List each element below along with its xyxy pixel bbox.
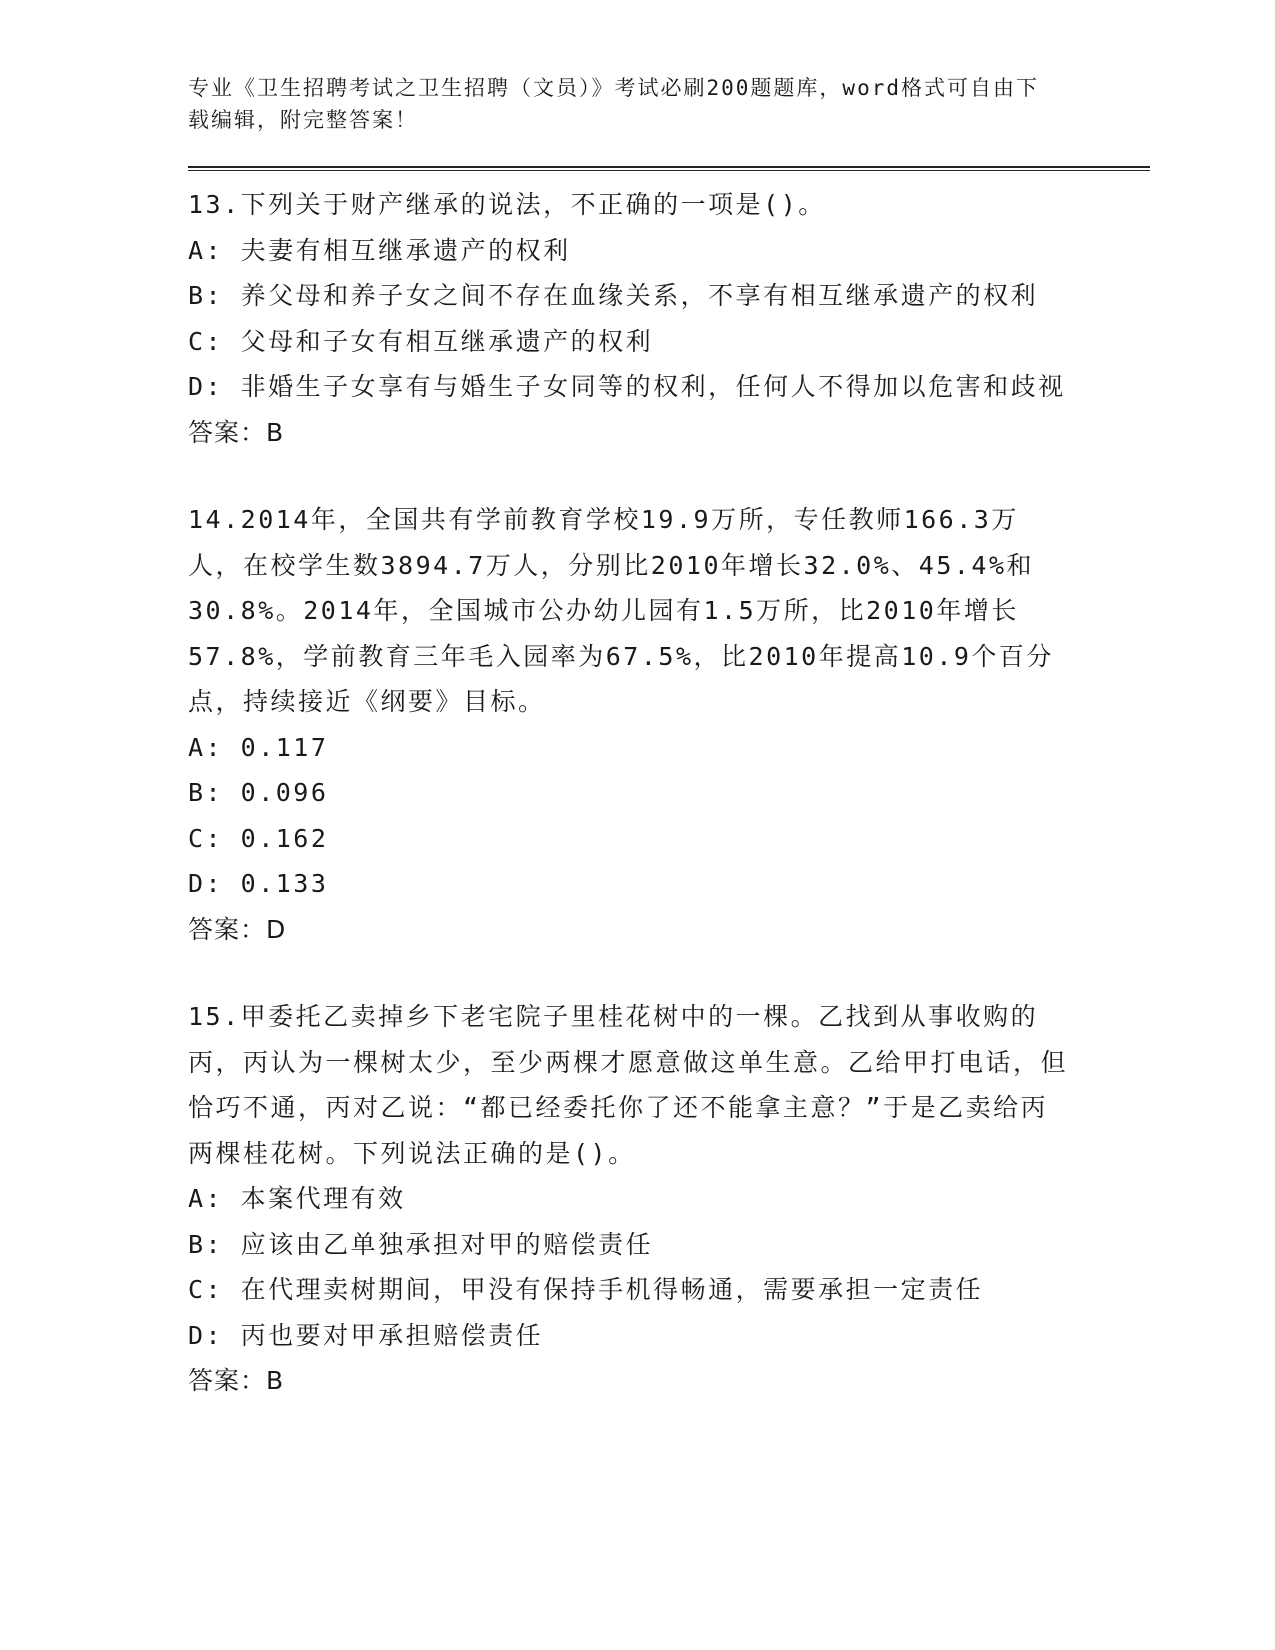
option-a: A: 夫妻有相互继承遗产的权利 xyxy=(188,235,571,265)
question-stem: 13.下列关于财产继承的说法，不正确的一项是()。 xyxy=(188,190,826,219)
answer: 答案：B xyxy=(188,417,285,447)
question-stem: 15.甲委托乙卖掉乡下老宅院子里桂花树中的一棵。乙找到从事收购的丙，丙认为一棵树太少，至少两棵才愿意做这单生意。乙给甲打电话，但恰巧不通，丙对乙说：“都已经委托你了还不能拿主意？”于是乙卖给丙两棵桂花树。下列说法正确的是()。 xyxy=(188,1002,1069,1168)
option-b: B: 养父母和养子女之间不存在血缘关系，不享有相互继承遗产的权利 xyxy=(188,281,1039,310)
option-c: C: 父母和子女有相互继承遗产的权利 xyxy=(188,326,654,356)
option-c: C: 在代理卖树期间，甲没有保持手机得畅通，需要承担一定责任 xyxy=(188,1275,984,1304)
question-15 xyxy=(188,994,1148,1404)
question-14 xyxy=(188,497,1148,952)
option-a: A: 本案代理有效 xyxy=(188,1184,406,1213)
option-b: B: 0.096 xyxy=(188,778,329,807)
question-13 xyxy=(188,182,1148,455)
document-page xyxy=(188,72,1148,1404)
option-d: D: 非婚生子女享有与婚生子女同等的权利，任何人不得加以危害和歧视 xyxy=(188,372,1066,401)
question-stem: 14.2014年，全国共有学前教育学校19.9万所，专任教师166.3万人，在校学生数3894.7万人，分别比2010年增长32.0%、45.4%和30.8%。2014年，全国城市公办幼儿园有1.5万所，比2010年增长57.8%，学前教育三年毛入园率为67.5%，比2010年提高10.9个百分点，持续接近《纲要》目标。 xyxy=(188,505,1054,716)
answer: 答案：D xyxy=(188,914,287,944)
header-divider xyxy=(188,166,1150,172)
document-header: 专业《卫生招聘考试之卫生招聘（文员）》考试必刷200题题库，word格式可自由下载编辑，附完整答案！ xyxy=(188,76,1039,132)
option-b: B: 应该由乙单独承担对甲的赔偿责任 xyxy=(188,1229,654,1259)
option-d: D: 丙也要对甲承担赔偿责任 xyxy=(188,1320,544,1350)
option-a: A: 0.117 xyxy=(188,732,329,762)
option-d: D: 0.133 xyxy=(188,869,329,898)
answer: 答案：B xyxy=(188,1366,285,1395)
option-c: C: 0.162 xyxy=(188,823,329,853)
